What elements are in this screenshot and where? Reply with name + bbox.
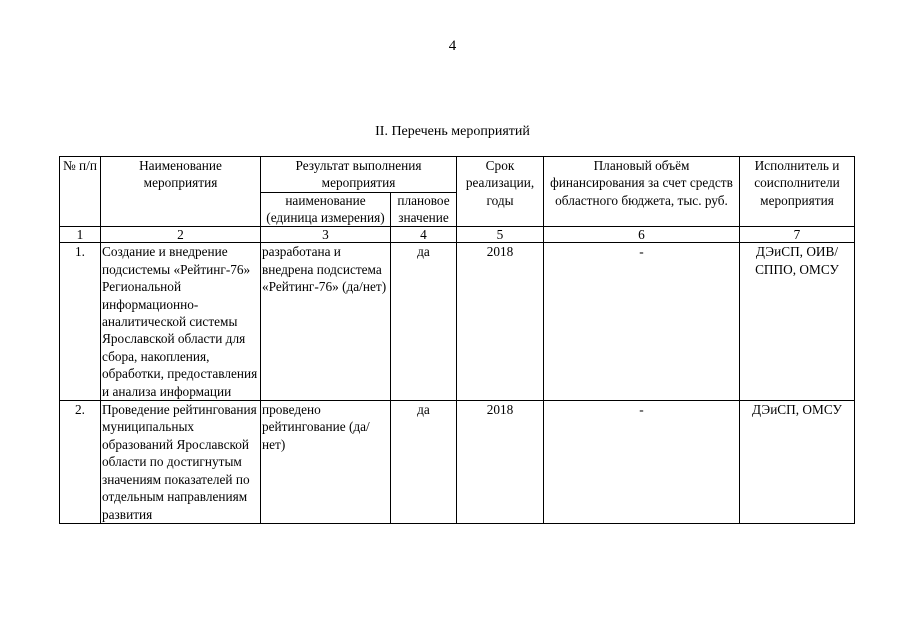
table-row	[60, 401, 855, 524]
column-number: 1	[60, 227, 101, 243]
header-finance: Плановый объём финансирования за счет средств областного бюджета, тыс. руб.	[544, 157, 740, 227]
row-num: 1.	[60, 243, 101, 401]
table-row	[60, 243, 855, 401]
column-number: 3	[261, 227, 391, 243]
row-name: Создание и внедрение подсистемы «Рейтинг-76» Региональной информационно-аналитической системы Ярославской области для сбора, накопления, обработки, предоставления и анализа информации	[101, 243, 261, 401]
header-executor: Исполнитель и соисполнители мероприятия	[740, 157, 855, 227]
row-name: Проведение рейтингования муниципальных образований Ярославской области по достигнутым значениям показателей по отдельным направлениям развития	[101, 401, 261, 524]
column-number: 2	[101, 227, 261, 243]
row-num: 2.	[60, 401, 101, 524]
row-term: 2018	[457, 243, 544, 401]
header-num: № п/п	[60, 157, 101, 227]
column-number: 7	[740, 227, 855, 243]
table-header-row	[60, 157, 855, 193]
header-result-value: плановое значение	[391, 192, 457, 227]
row-result-value: да	[391, 243, 457, 401]
row-result-value: да	[391, 401, 457, 524]
row-finance: -	[544, 401, 740, 524]
row-result-name: проведено рейтингование (да/нет)	[261, 401, 391, 524]
column-number: 6	[544, 227, 740, 243]
column-number: 4	[391, 227, 457, 243]
measures-table	[59, 156, 855, 524]
row-term: 2018	[457, 401, 544, 524]
column-number: 5	[457, 227, 544, 243]
page-number: 4	[448, 38, 457, 54]
row-executor: ДЭиСП, ОИВ/СППО, ОМСУ	[740, 243, 855, 401]
header-result-name: наименование (единица измерения)	[261, 192, 391, 227]
column-number-row	[60, 227, 855, 243]
header-name: Наименование мероприятия	[101, 157, 261, 227]
section-title: II. Перечень мероприятий	[375, 124, 530, 139]
row-result-name: разработана и внедрена подсистема «Рейтинг-76» (да/нет)	[261, 243, 391, 401]
header-result: Результат выполнения мероприятия	[261, 157, 457, 193]
row-executor: ДЭиСП, ОМСУ	[740, 401, 855, 524]
row-finance: -	[544, 243, 740, 401]
header-term: Срок реализации, годы	[457, 157, 544, 227]
